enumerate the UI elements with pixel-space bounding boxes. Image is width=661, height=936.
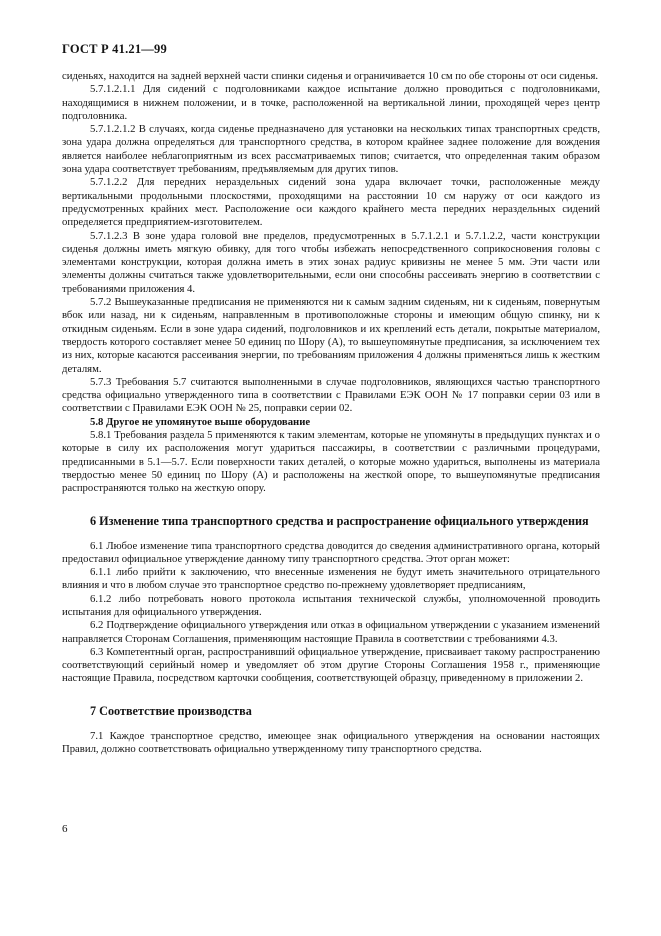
document-body [62, 70, 600, 756]
section-7-heading: 7 Соответствие производства [90, 703, 252, 718]
paragraph-continuation: сиденьях, находится на задней верхней части спинки сиденья и ограничивается 10 см по обе стороны от оси сиденья. [62, 70, 599, 82]
paragraph-7-1: 7.1 Каждое транспортное средство, имеющее знак официального утверждения на основании настоящих Правил, должно соответствовать официально утвержденному типу транспортного средства. [62, 729, 600, 756]
paragraph-6-2: 6.2 Подтверждение официального утверждения или отказ в официальном утверждении с указанием изменений направляется Сторонам Соглашения, применяющим настоящие Правила в соответствии с требованиями 4.3. [62, 619, 600, 645]
subsection-5-8-title: 5.8 Другое не упомянутое выше оборудование [90, 415, 311, 428]
paragraph-5-7-3: 5.7.3 Требования 5.7 считаются выполненными в случае подголовников, являющихся частью транспортного средства официально утвержденного типа в соответствии с Правилами ЕЭК ООН № 17 поправки серии 03 или в соответствии с Правилами ЕЭК ООН № 25, поправки серии 02. [62, 375, 600, 415]
paragraph-5-8-1: 5.8.1 Требования раздела 5 применяются к таким элементам, которые не упомянуты в предыдущих пунктах и о которые в силу их расположения могут удариться пассажиры, в соответствии с различными процедурами, предписанными в 5.1—5.7. Если поверхности таких деталей, о которые можно удариться, выполнены из материала твердостью менее 50 единиц по Шору (А) и расположены на жесткой опоре, то вышеупомянутые предписания распространяются только на жесткую опору. [62, 429, 600, 495]
paragraph-5-7-2: 5.7.2 Вышеуказанные предписания не применяются ни к самым задним сиденьям, ни к сиденьям, повернутым вбок или назад, ни к сиденьям, направленным в противоположные стороны и имеющим общую спинку, ни к откидным сиденьям. Если в зоне удара сидений, подголовников и их креплений есть детали, покрытые материалом, твердость которого составляет менее 50 единиц по Шору (А), то вышеупомянутые предписания, за исключением тех из них, которые касаются рассеивания энергии, по требованиям приложения 4 должны применяться лишь к жестким деталям. [62, 296, 600, 375]
page-number: 6 [62, 823, 68, 835]
paragraph-5-7-1-2-1-1: 5.7.1.2.1.1 Для сидений с подголовниками каждое испытание должно проводиться с подголовниками, находящимися в нижнем положении, и в точке, расположенной на вертикальной линии, проходящей через центр подголовника. [62, 83, 600, 122]
paragraph-5-7-1-2-1-2: 5.7.1.2.1.2 В случаях, когда сиденье предназначено для установки на нескольких типах транспортных средств, зона удара должна определяться для транспортного средства, в котором крайнее заднее положение для вождения является наиболее неблагоприятным из всех рассматриваемых типов; считается, что определенная таким образом зона удара соответствует требованиям, предъявляемым для других типов. [62, 123, 600, 176]
section-6-heading: 6 Изменение типа транспортного средства и распространение официального утверждения [90, 513, 589, 528]
paragraph-6-1-1: 6.1.1 либо прийти к заключению, что внесенные изменения не будут иметь значительного отрицательного влияния и что в любом случае это транспортное средство по-прежнему удовлетворяет предписаниям, [62, 566, 600, 592]
paragraph-6-1: 6.1 Любое изменение типа транспортного средства доводится до сведения административного органа, который предоставил официальное утверждение данному типу транспортного средства. Этот орган может: [62, 539, 600, 565]
document-code-header: ГОСТ Р 41.21—99 [62, 42, 167, 56]
paragraph-6-1-2: 6.1.2 либо потребовать нового протокола испытания технической службы, уполномоченной проводить испытания для официального утверждения. [62, 592, 600, 618]
paragraph-5-7-1-2-2: 5.7.1.2.2 Для передних нераздельных сидений зона удара включает точки, расположенные между вертикальными продольными плоскостями, проходящими на расстоянии 10 см наружу от оси каждого из предусмотренных крайних мест. Расположение оси каждого крайнего места передних нераздельных сидений определяется предприятием-изготовителем. [62, 176, 600, 229]
paragraph-5-7-1-2-3: 5.7.1.2.3 В зоне удара головой вне пределов, предусмотренных в 5.7.1.2.1 и 5.7.1.2.2, части конструкции сиденья должны иметь мягкую обивку, для того чтобы избежать непосредственного соприкосновения головы с элементами конструкции, которая должна иметь в этих зонах радиус кривизны не менее 5 мм. Эти части или элементы должны считаться также удовлетворительными, если они способны рассеивать энергию в соответствии с требованиями приложения 4. [62, 229, 600, 295]
paragraph-6-3: 6.3 Компетентный орган, распространивший официальное утверждение, присваивает такому распространению соответствующий серийный номер и уведомляет об этом другие Стороны Соглашения 1958 г., применяющие настоящие Правила, посредством карточки сообщения, соответствующей образцу, приведенному в приложении 2. [62, 645, 600, 685]
